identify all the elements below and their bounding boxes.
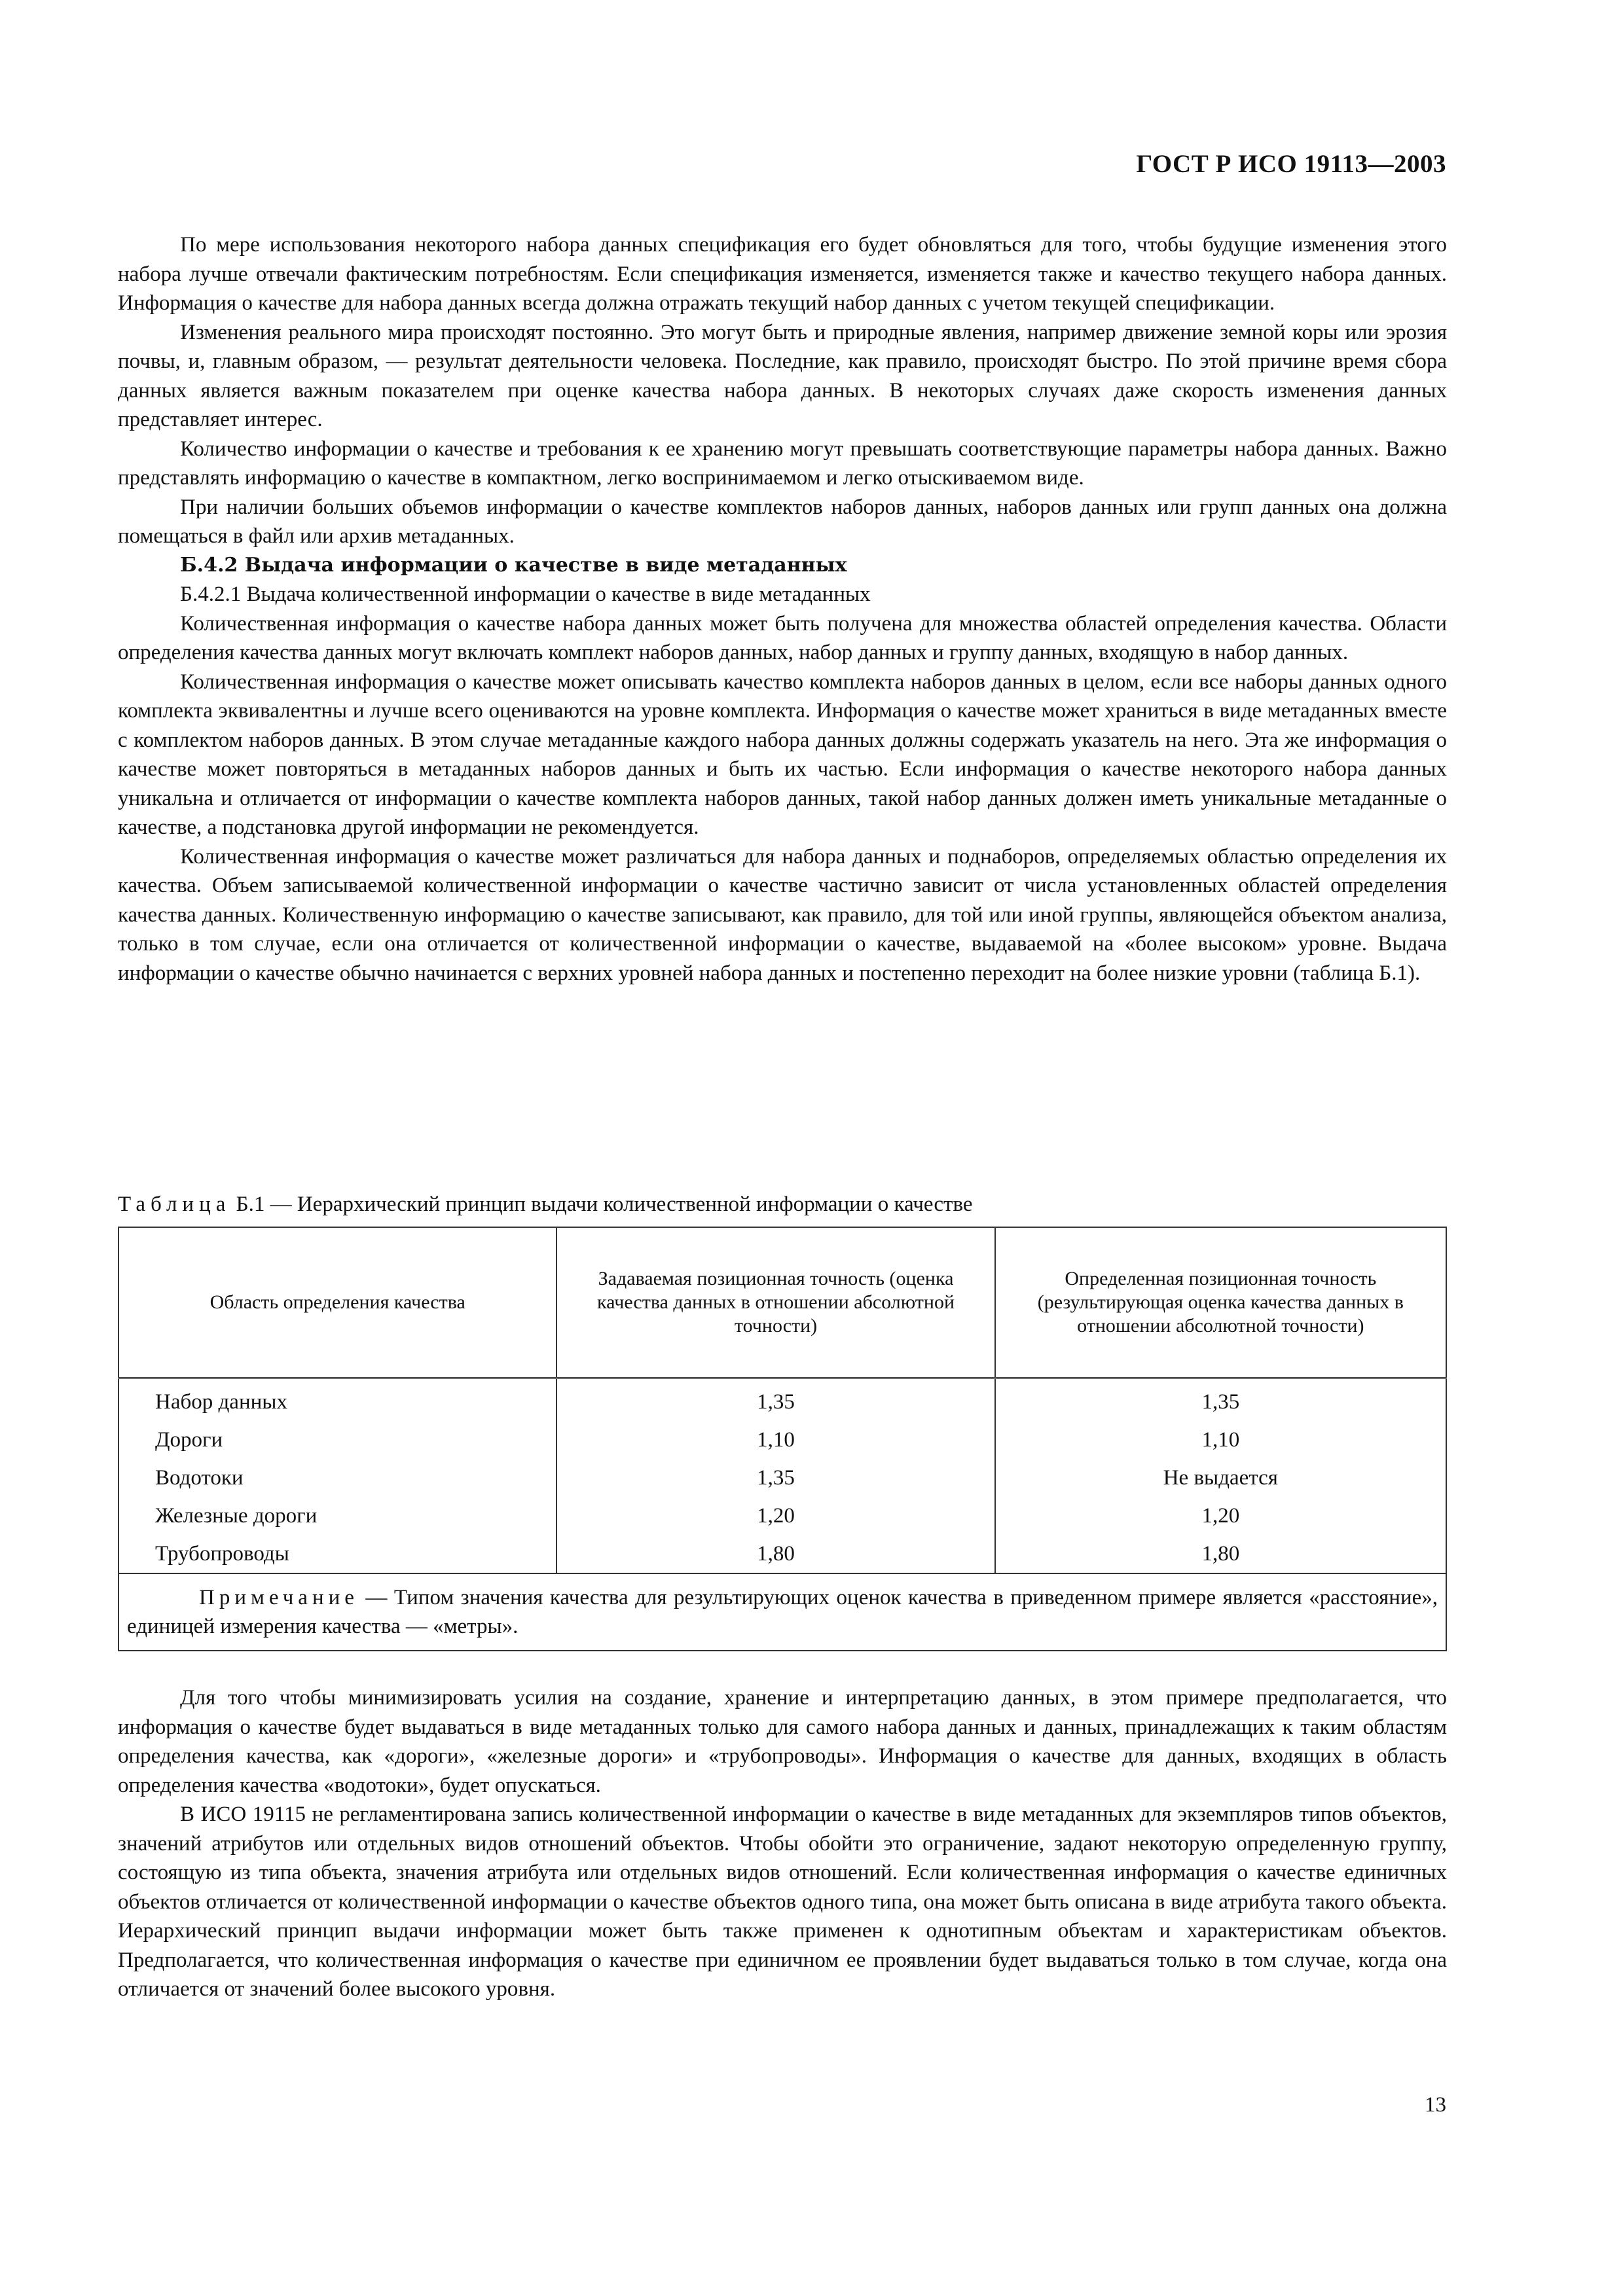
column-header-quality-area: Область определения качества (119, 1227, 556, 1378)
paragraph: Для того чтобы минимизировать усилия на создание, хранение и интерпретацию данных, в этом примере предполагается, что информация о качестве будет выдаваться в виде метаданных только для самого набора данных и данных, принадлежащих к таким областям определения качества, как «дороги», «железные дороги» и «трубопроводы». Информация о качестве для данных, входящих в область определения качества «водотоки», будет опускаться. (118, 1686, 1447, 1797)
cell-determined: Не выдается (995, 1459, 1446, 1497)
cell-specified: 1,10 (556, 1421, 994, 1459)
cell-specified: 1,35 (556, 1378, 994, 1422)
column-header-determined-accuracy: Определенная позиционная точность (результирующая оценка качества данных в отношении абсолютной точности) (995, 1227, 1446, 1378)
note-label: Примечание (199, 1586, 359, 1609)
cell-area: Набор данных (119, 1378, 556, 1422)
paragraph: При наличии больших объемов информации о качестве комплектов наборов данных, наборов данных или групп данных она должна помещаться в файл или архив метаданных. (118, 495, 1447, 548)
table-row (119, 1378, 1446, 1422)
paragraph: Изменения реального мира происходят постоянно. Это могут быть и природные явления, например движение земной коры или эрозия почвы, и, главным образом, — результат деятельности человека. Последние, как правило, происходят быстро. По этой причине время сбора данных является важным показателем при оценке качества набора данных. В некоторых случаях даже скорость изменения данных представляет интерес. (118, 320, 1447, 431)
cell-determined: 1,80 (995, 1535, 1446, 1573)
cell-specified: 1,35 (556, 1459, 994, 1497)
table-note-row (119, 1573, 1446, 1651)
cell-determined: 1,10 (995, 1421, 1446, 1459)
paragraph: По мере использования некоторого набора данных спецификация его будет обновляться для того, чтобы будущие изменения этого набора лучше отвечали фактическим потребностям. Если спецификация изменяется, изменяется также и качество текущего набора данных. Информация о качестве для набора данных всегда должна отражать текущий набор данных с учетом текущей спецификации. (118, 233, 1447, 315)
table-note (119, 1573, 1446, 1651)
paragraph: Количественная информация о качестве набора данных может быть получена для множества областей определения качества. Области определения качества данных могут включать комплект наборов данных, набор данных и группу данных, входящую в набор данных. (118, 611, 1447, 664)
quality-hierarchy-table (118, 1227, 1447, 1651)
section-heading-b42: Б.4.2 Выдача информации о качестве в виде метаданных (180, 553, 847, 577)
table-header-row (119, 1227, 1446, 1378)
paragraph: Количественная информация о качестве может описывать качество комплекта наборов данных в целом, если все наборы данных одного комплекта эквивалентны и лучше всего оцениваются на уровне комплекта. Информация о качестве может храниться в виде метаданных вместе с комплектом наборов данных. В этом случае метаданные каждого набора данных должны содержать указатель на него. Эта же информация о качестве может повторяться в метаданных наборов данных и быть их частью. Если информация о качестве некоторого набора данных уникальна и отличается от информации о качестве комплекта наборов данных, такой набор данных должен иметь уникальные метаданные о качестве, а подстановка другой информации не рекомендуется. (118, 670, 1447, 839)
paragraph: В ИСО 19115 не регламентирована запись количественной информации о качестве в виде метаданных для экземпляров типов объектов, значений атрибутов или отдельных видов отношений объектов. Чтобы обойти это ограничение, задают некоторую определенную группу, состоящую из типа объекта, значения атрибута или отдельных видов отношений. Если количественная информация о качестве единичных объектов отличается от количественной информации о качестве объектов одного типа, она может быть описана в виде атрибута такого объекта. Иерархический принцип выдачи информации может быть также применен к однотипным объектам и характеристикам объектов. Предполагается, что количественная информация о качестве при единичном ее проявлении будет выдаваться только в том случае, когда она отличается от значений более высокого уровня. (118, 1803, 1447, 2001)
body-text-section-1 (118, 230, 1447, 988)
cell-determined: 1,35 (995, 1378, 1446, 1422)
table-row (119, 1459, 1446, 1497)
subsection-heading-b421: Б.4.2.1 Выдача количественной информации о качестве в виде метаданных (180, 583, 871, 606)
cell-area: Дороги (119, 1421, 556, 1459)
cell-specified: 1,20 (556, 1497, 994, 1535)
cell-area: Водотоки (119, 1459, 556, 1497)
page-number: 13 (1425, 2093, 1446, 2117)
cell-specified: 1,80 (556, 1535, 994, 1573)
table-row (119, 1497, 1446, 1535)
cell-area: Трубопроводы (119, 1535, 556, 1573)
table-caption-text: Б.1 — Иерархический принцип выдачи количественной информации о качестве (236, 1193, 973, 1216)
note-text: — Типом значения качества для результирующих оценок качества в приведенном примере является «расстояние», единицей измерения качества — «метры». (127, 1586, 1438, 1638)
cell-area: Железные дороги (119, 1497, 556, 1535)
paragraph: Количество информации о качестве и требования к ее хранению могут превышать соответствующие параметры набора данных. Важно представлять информацию о качестве в компактном, легко воспринимаемом и легко отыскиваемом виде. (118, 437, 1447, 490)
cell-determined: 1,20 (995, 1497, 1446, 1535)
table-row (119, 1421, 1446, 1459)
column-header-specified-accuracy: Задаваемая позиционная точность (оценка качества данных в отношении абсолютной точности) (556, 1227, 994, 1378)
table-caption (118, 1193, 973, 1217)
paragraph: Количественная информация о качестве может различаться для набора данных и поднаборов, определяемых областью определения их качества. Объем записываемой количественной информации о качестве частично зависит от числа установленных областей определения качества данных. Количественную информацию о качестве записывают, как правило, для той или иной группы, являющейся объектом анализа, только в том случае, если она отличается от количественной информации о качестве, выдаваемой на «более высоком» уровне. Выдача информации о качестве обычно начинается с верхних уровней набора данных и постепенно переходит на более низкие уровни (таблица Б.1). (118, 844, 1447, 985)
body-text-section-2 (118, 1683, 1447, 2004)
table-row (119, 1535, 1446, 1573)
table-caption-label: Таблица (118, 1193, 231, 1216)
document-standard-id: ГОСТ Р ИСО 19113—2003 (1136, 150, 1446, 178)
